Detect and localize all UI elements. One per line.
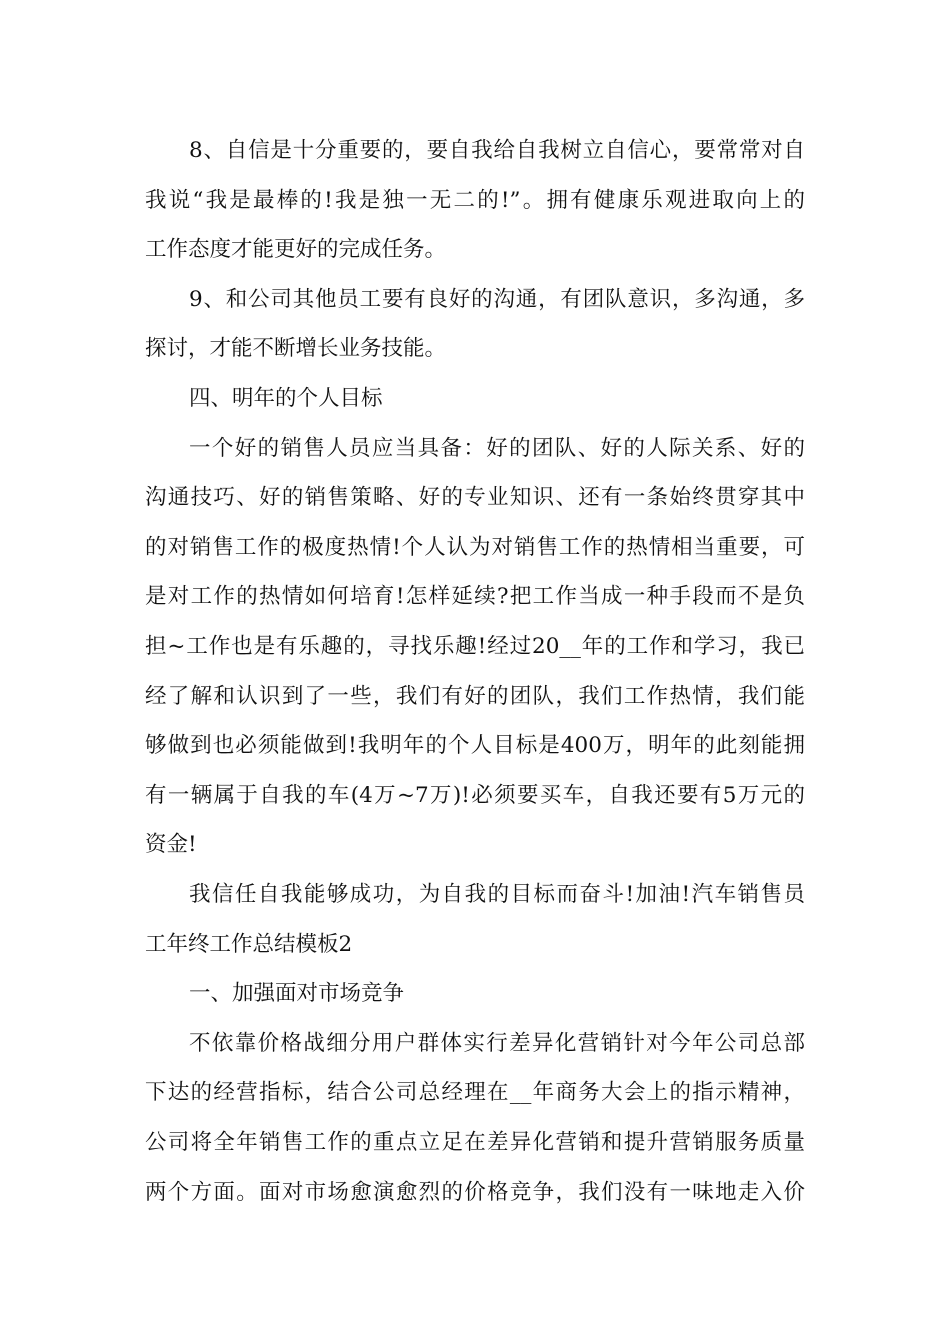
line-text: 一、加强面对市场竞争: [189, 981, 405, 1006]
text-line: [0, 726, 950, 766]
line-text: 经了解和认识到了一些，我们有好的团队，我们工作热情，我们能: [145, 684, 805, 709]
text-line: [0, 925, 950, 965]
text-line: [0, 1024, 950, 1064]
line-text: 有一辆属于自我的车(4万~7万)!必须要买车，自我还要有5万元的: [145, 783, 805, 808]
line-text: 不依靠价格战细分用户群体实行差异化营销针对今年公司总部: [189, 1031, 805, 1056]
text-line: [0, 478, 950, 518]
text-line: [0, 181, 950, 221]
text-line: [0, 875, 950, 915]
line-text: 一个好的销售人员应当具备：好的团队、好的人际关系、好的: [189, 436, 805, 461]
text-line: [0, 577, 950, 617]
line-text: 我信任自我能够成功，为自我的目标而奋斗!加油!汽车销售员: [189, 882, 805, 907]
text-line: [0, 280, 950, 320]
line-text: 工作态度才能更好的完成任务。: [145, 237, 447, 262]
line-text: 是对工作的热情如何培育!怎样延续?把工作当成一种手段而不是负: [145, 584, 805, 609]
line-text: 的对销售工作的极度热情!个人认为对销售工作的热情相当重要，可: [145, 535, 805, 560]
line-text: 够做到也必须能做到!我明年的个人目标是400万，明年的此刻能拥: [145, 733, 805, 758]
line-text: 探讨，才能不断增长业务技能。: [145, 336, 447, 361]
line-text: 我说“我是最棒的!我是独一无二的!”。拥有健康乐观进取向上的: [145, 188, 805, 213]
text-line: [0, 825, 950, 865]
text-line: [0, 528, 950, 568]
text-line: [0, 776, 950, 816]
line-text: 沟通技巧、好的销售策略、好的专业知识、还有一条始终贯穿其中: [145, 485, 805, 510]
section-heading: [0, 379, 950, 419]
line-text: 工年终工作总结模板2: [145, 932, 353, 957]
line-text: 8、自信是十分重要的，要自我给自我树立自信心，要常常对自: [189, 138, 805, 163]
line-text: 公司将全年销售工作的重点立足在差异化营销和提升营销服务质量: [145, 1130, 805, 1155]
line-text: 四、明年的个人目标: [189, 386, 383, 411]
line-text: 资金!: [145, 832, 197, 857]
line-text: 两个方面。面对市场愈演愈烈的价格竞争，我们没有一味地走入价: [145, 1180, 805, 1205]
text-line: [0, 429, 950, 469]
text-line: [0, 1173, 950, 1213]
text-line: [0, 230, 950, 270]
line-text: 9、和公司其他员工要有良好的沟通，有团队意识，多沟通，多: [189, 287, 805, 312]
text-line: [0, 329, 950, 369]
text-line: [0, 1123, 950, 1163]
line-text: 下达的经营指标，结合公司总经理在__年商务大会上的指示精神，: [145, 1080, 805, 1105]
text-line: [0, 131, 950, 171]
text-line: [0, 677, 950, 717]
text-line: [0, 1073, 950, 1113]
text-line: [0, 627, 950, 667]
line-text: 担~工作也是有乐趣的，寻找乐趣!经过20__年的工作和学习，我已: [145, 634, 805, 659]
section-heading: [0, 974, 950, 1014]
